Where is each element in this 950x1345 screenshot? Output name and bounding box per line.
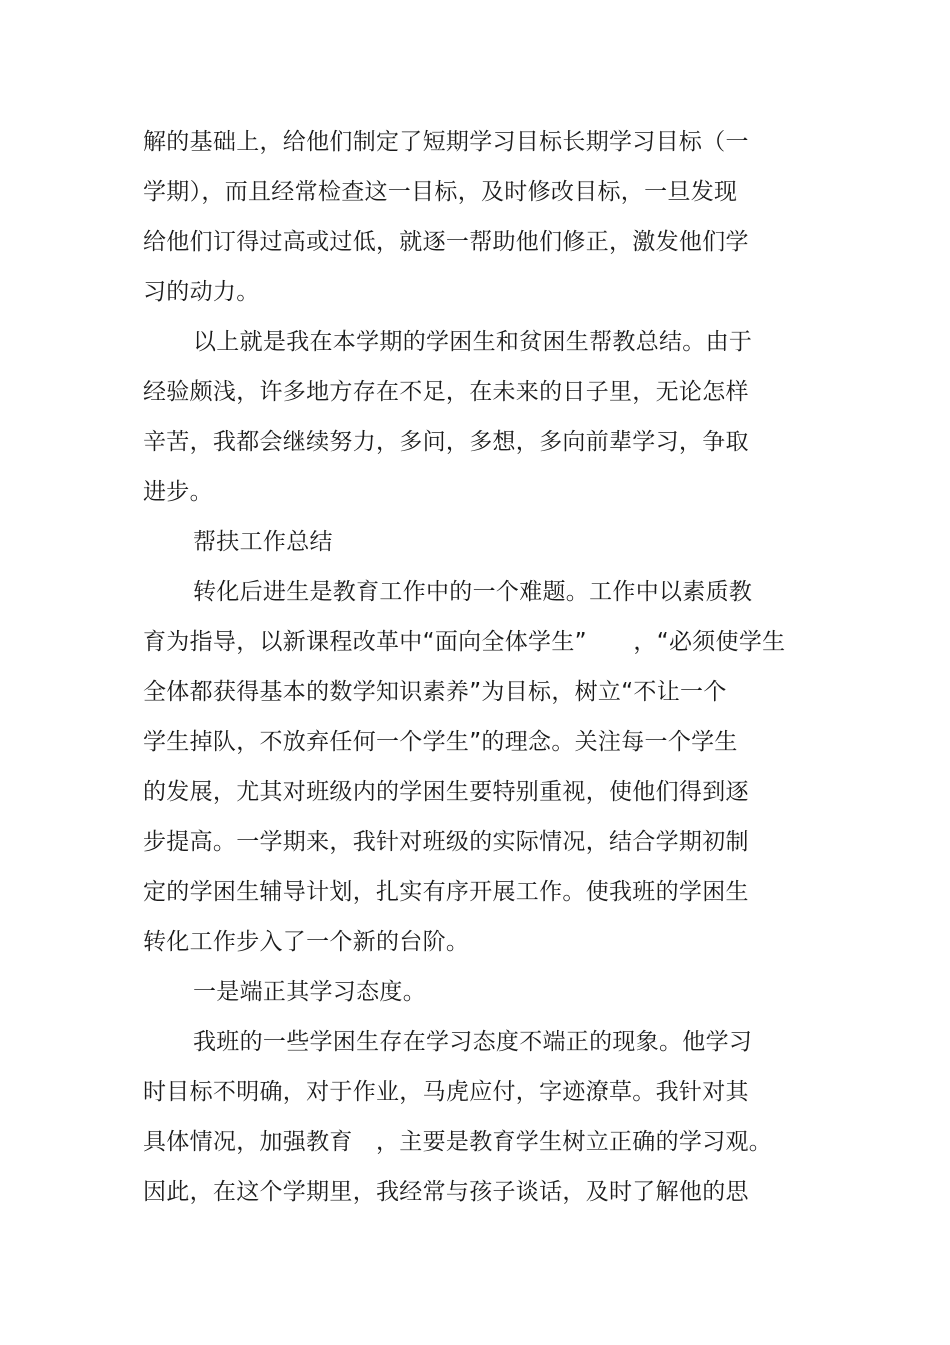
text-line: 进步。: [143, 479, 213, 505]
text-line: 因此，在这个学期里，我经常与孩子谈话，及时了解他的思: [143, 1179, 749, 1205]
text-line: 全体都获得基本的数学知识素养”为目标，树立“不让一个: [143, 679, 727, 705]
paragraph-start-line: 转化后进生是教育工作中的一个难题。工作中以素质教: [193, 579, 753, 605]
text-line: 学生掉队，不放弃任何一个学生”的理念。关注每一个学生: [143, 729, 738, 755]
text-line: 步提高。一学期来，我针对班级的实际情况，结合学期初制: [143, 829, 749, 855]
text-line: 解的基础上，给他们制定了短期学习目标长期学习目标（一: [143, 129, 749, 155]
text-line: 习的动力。: [143, 279, 260, 305]
text-line: 具体情况，加强教育 ，主要是教育学生树立正确的学习观。: [143, 1129, 773, 1155]
text-line: 的发展，尤其对班级内的学困生要特别重视，使他们得到逐: [143, 779, 749, 805]
paragraph-start-line: 我班的一些学困生存在学习态度不端正的现象。他学习: [193, 1029, 753, 1055]
text-line: 时目标不明确，对于作业，马虎应付，字迹潦草。我针对其: [143, 1079, 749, 1105]
section-heading: 帮扶工作总结: [193, 529, 333, 555]
text-line: 定的学困生辅导计划，扎实有序开展工作。使我班的学困生: [143, 879, 749, 905]
text-line: 育为指导，以新课程改革中“面向全体学生” ，“必须使学生: [143, 629, 786, 655]
subheading-line: 一是端正其学习态度。: [193, 979, 426, 1005]
text-line: 学期），而且经常检查这一目标，及时修改目标，一旦发现: [143, 179, 738, 205]
text-line: 转化工作步入了一个新的台阶。: [143, 929, 470, 955]
text-line: 辛苦，我都会继续努力，多问，多想，多向前辈学习，争取: [143, 429, 749, 455]
text-line: 给他们订得过高或过低，就逐一帮助他们修正，激发他们学: [143, 229, 749, 255]
paragraph-start-line: 以上就是我在本学期的学困生和贫困生帮教总结。由于: [193, 329, 753, 355]
text-line: 经验颇浅，许多地方存在不足，在未来的日子里，无论怎样: [143, 379, 749, 405]
